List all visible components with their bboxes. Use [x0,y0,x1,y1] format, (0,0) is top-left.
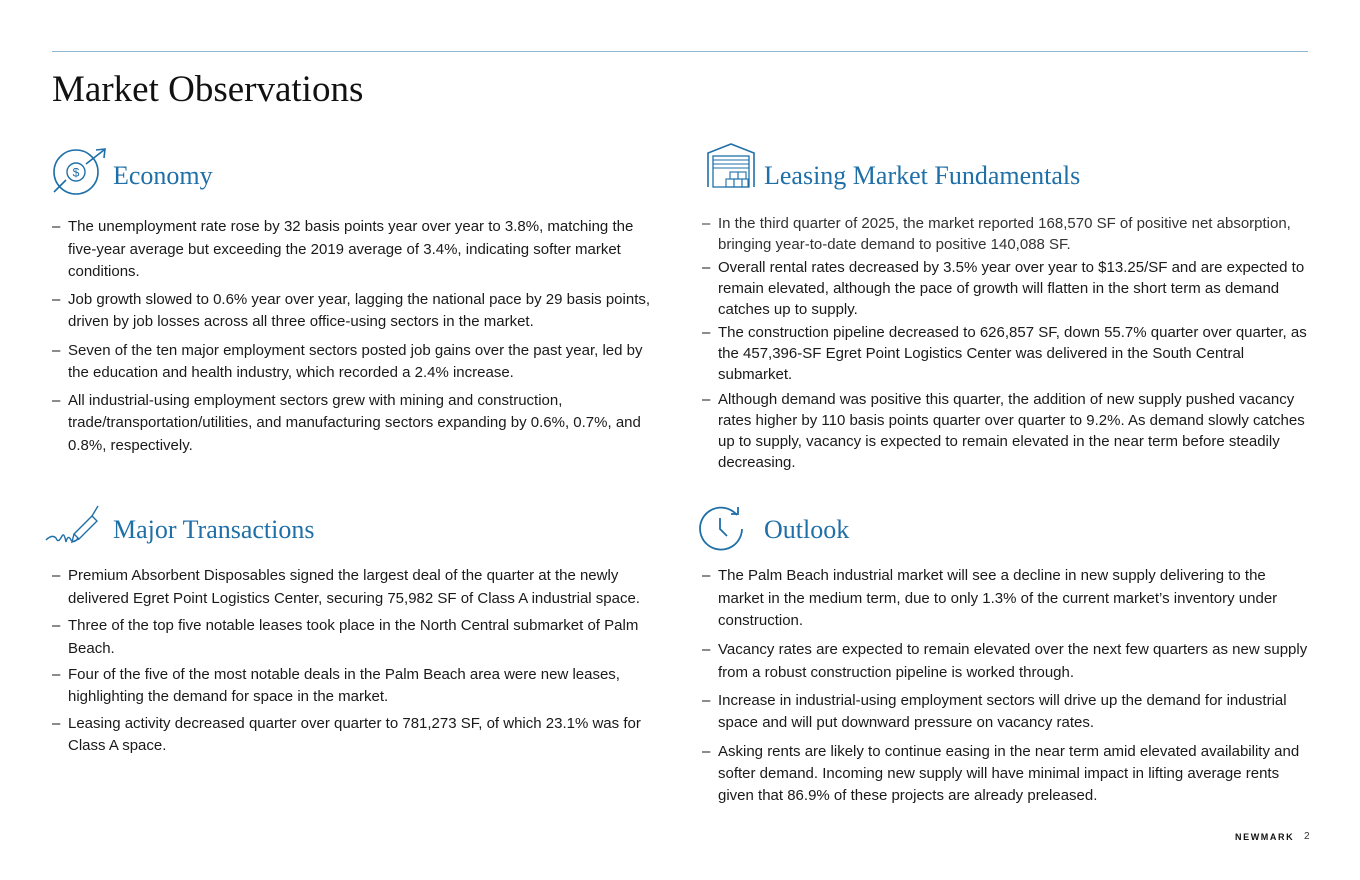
leasing-bullets [702,214,1312,473]
page-number: 2 [1304,831,1310,842]
warehouse-icon [706,143,756,189]
top-divider [52,51,1308,52]
clock-refresh-icon [698,505,746,553]
list-item: – Seven of the ten major employment sectors posted job gains over the past year, led by the education and health industry, which recorded a 2.4% increase. [52,340,662,384]
brand-logo: NEWMARK [1235,832,1295,842]
list-item: – Vacancy rates are expected to remain elevated over the next few quarters as new supply from a robust construction pipeline is worked through. [702,638,1312,685]
outlook-bullets [702,565,1312,807]
money-growth-icon [52,146,108,198]
economy-header [52,146,662,202]
outlook-section [702,500,1312,815]
list-item: – All industrial-using employment sectors grew with mining and construction, trade/transportation/utilities, and manufacturing sectors expanding by 0.6%, 0.7%, and 0.8%, respectively. [52,390,662,458]
economy-section [52,146,662,466]
transactions-bullets [52,565,664,758]
leasing-header [702,146,1312,202]
list-item: – Asking rents are likely to continue easing in the near term amid elevated availability and softer demand. Incoming new supply will have minimal impact in lifting average rents given that 86.9% of these projects are already preleased. [702,741,1312,807]
list-item: – Job growth slowed to 0.6% year over year, lagging the national pace by 29 basis points, driven by job losses across all three office-using sectors in the market. [52,289,662,334]
list-item: – The Palm Beach industrial market will see a decline in new supply delivering to the market in the medium term, due to only 1.3% of the current market’s inventory under construction. [702,565,1312,633]
list-item: – The construction pipeline decreased to 626,857 SF, down 55.7% quarter over quarter, as the 457,396-SF Egret Point Logistics Center was delivered in the South Central submarket. [702,323,1312,385]
signature-pen-icon [44,504,102,550]
list-item: – Premium Absorbent Disposables signed the largest deal of the quarter at the newly delivered Egret Point Logistics Center, securing 75,982 SF of Class A industrial space. [52,565,664,611]
svg-text:$: $ [72,165,80,180]
transactions-header [52,500,664,556]
list-item: – Three of the top five notable leases took place in the North Central submarket of Palm Beach. [52,614,664,661]
economy-bullets [52,216,662,457]
leasing-title: Leasing Market Fundamentals [764,161,1081,190]
transactions-section [52,500,664,790]
outlook-header [702,500,1312,556]
leasing-section [702,146,1312,486]
list-item: – Four of the five of the most notable deals in the Palm Beach area were new leases, highlighting the demand for space in the market. [52,664,664,709]
list-item: – Overall rental rates decreased by 3.5% year over year to $13.25/SF and are expected to remain elevated, although the pace of growth will flatten in the short term as demand catches up to supply. [702,258,1312,320]
economy-title: Economy [113,161,213,190]
list-item: – Leasing activity decreased quarter over quarter to 781,273 SF, of which 23.1% was for Class A space. [52,713,664,758]
page-title: Market Observations [52,69,364,110]
outlook-title: Outlook [764,515,850,544]
list-item: – The unemployment rate rose by 32 basis points year over year to 3.8%, matching the five-year average but exceeding the 2019 average of 3.4%, indicating softer market conditions. [52,216,662,284]
list-item: – In the third quarter of 2025, the market reported 168,570 SF of positive net absorption, bringing year-to-date demand to positive 140,088 SF. [702,214,1312,255]
list-item: – Increase in industrial-using employment sectors will drive up the demand for industrial space and will put downward pressure on vacancy rates. [702,690,1312,734]
list-item: – Although demand was positive this quarter, the addition of new supply pushed vacancy rates higher by 110 basis points quarter over quarter to 9.2%. As demand slowly catches up to supply, vacancy is expected to remain elevated in the near term before steadily decreasing. [702,389,1312,473]
transactions-title: Major Transactions [113,515,315,544]
